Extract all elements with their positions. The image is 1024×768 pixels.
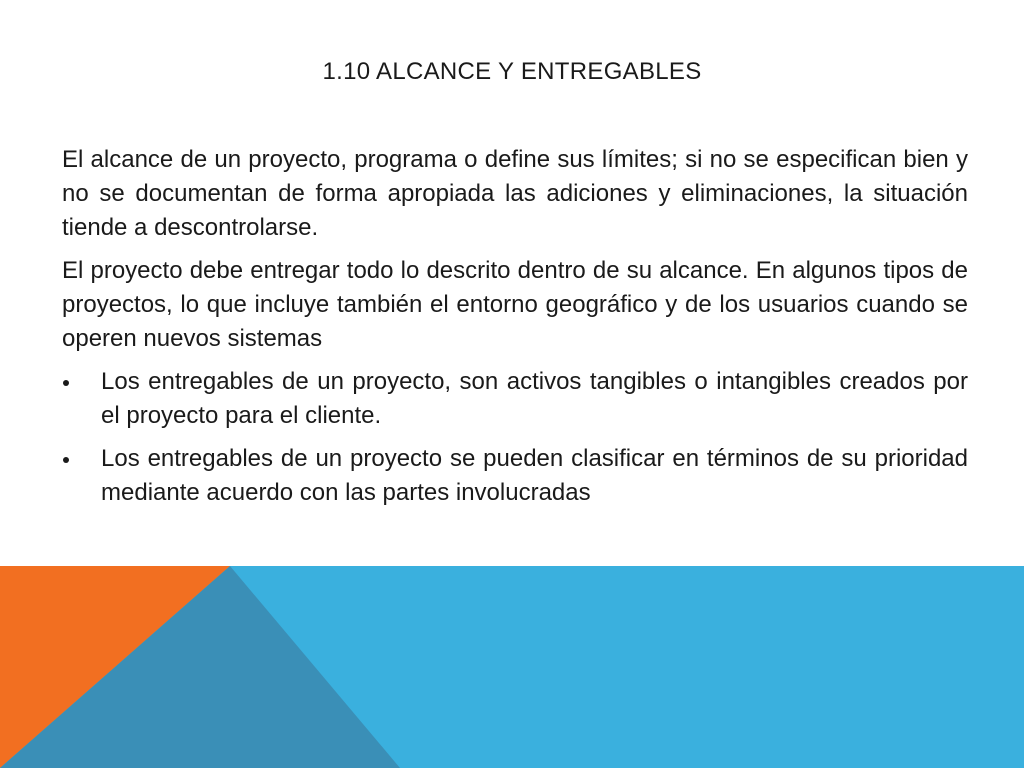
bullet-text: Los entregables de un proyecto se pueden clasificar en términos de su prioridad mediante acuerdo con las partes involucradas [101,445,968,506]
slide-body [62,143,968,519]
paragraph-alcance: El alcance de un proyecto, programa o define sus límites; si no se especifican bien y no se documentan de forma apropiada las adiciones y eliminaciones, la situación tiende a descontrolarse. [62,146,968,241]
decorative-footer-shapes [0,566,1024,768]
bullet-item [62,442,968,510]
paragraph-proyecto: El proyecto debe entregar todo lo descrito dentro de su alcance. En algunos tipos de proyectos, lo que incluye también el entorno geográfico y de los usuarios cuando se operen nuevos sistemas [62,257,968,352]
slide-title: 1.10 ALCANCE Y ENTREGABLES [322,58,702,85]
bullet-dot-icon [63,380,69,386]
bullet-text: Los entregables de un proyecto, son activos tangibles o intangibles creados por el proyecto para el cliente. [101,368,968,429]
bullet-list [62,365,968,510]
bullet-item [62,365,968,433]
bullet-dot-icon [63,457,69,463]
